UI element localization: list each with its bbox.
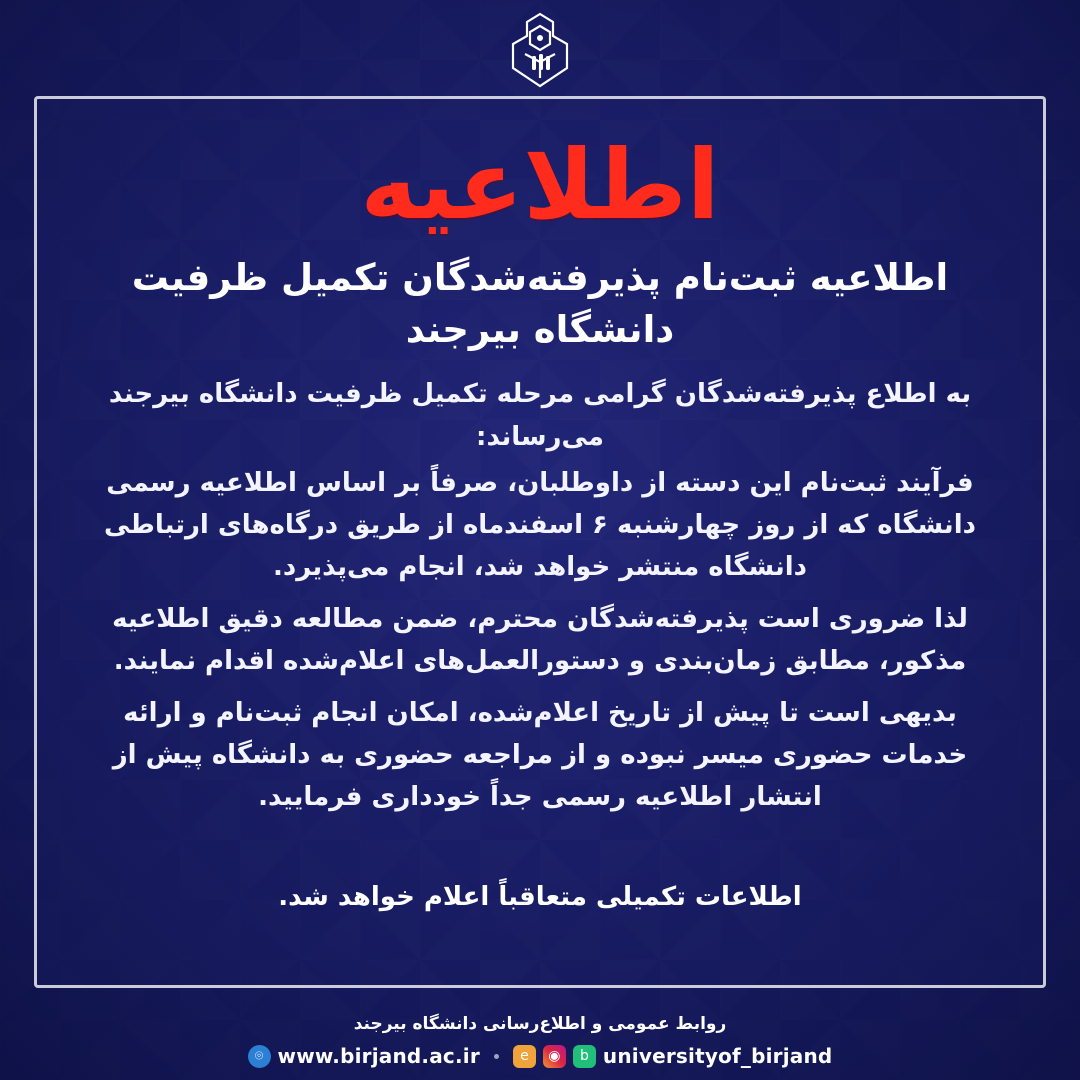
eitaa-icon[interactable]: e bbox=[513, 1045, 536, 1068]
social-handle: universityof_birjand bbox=[602, 1044, 833, 1068]
body-paragraph-1: به اطلاع پذیرفته‌شدگان گرامی مرحله تکمیل ظرفیت دانشگاه بیرجند می‌رساند: bbox=[108, 379, 972, 452]
social-links[interactable] bbox=[513, 1044, 833, 1068]
body-paragraph-2: فرآیند ثبت‌نام این دسته از داوطلبان، صرفاً بر اساس اطلاعیه رسمی دانشگاه که از روز چهارشنبه ۶ اسفندماه از طریق درگاه‌های ارتباطی دانشگاه منتشر خواهد شد، انجام می‌پذیرد. bbox=[104, 467, 976, 582]
body-paragraph-4: بدیهی است تا پیش از تاریخ اعلام‌شده، امکان انجام ثبت‌نام و ارائه خدمات حضوری میسر نبوده و از مراجعه حضوری به دانشگاه پیش از انتشار اطلاعیه رسمی جداً خودداری فرمایید. bbox=[112, 698, 968, 813]
announcement-subtitle: اطلاعیه ثبت‌نام پذیرفته‌شدگان تکمیل ظرفیت دانشگاه بیرجند bbox=[131, 255, 949, 351]
page-title: اطلاعیه bbox=[360, 129, 720, 241]
footer-organization: روابط عمومی و اطلاع‌رسانی دانشگاه بیرجند bbox=[353, 1014, 727, 1034]
closing-note: اطلاعات تکمیلی متعاقباً اعلام خواهد شد. bbox=[278, 882, 802, 913]
announcement-body bbox=[71, 373, 1009, 818]
website-link[interactable] bbox=[248, 1044, 480, 1068]
footer-separator bbox=[494, 1054, 499, 1059]
globe-icon: ⌾ bbox=[248, 1045, 271, 1068]
body-paragraph-3: لذا ضروری است پذیرفته‌شدگان محترم، ضمن مطالعه دقیق اطلاعیه مذکور، مطابق زمان‌بندی و دستورالعمل‌های اعلام‌شده اقدام نمایند. bbox=[112, 603, 968, 677]
footer-links bbox=[0, 1044, 1080, 1068]
instagram-icon[interactable]: ◉ bbox=[543, 1045, 566, 1068]
bale-icon[interactable]: b bbox=[573, 1045, 596, 1068]
website-url: www.birjand.ac.ir bbox=[277, 1044, 480, 1068]
birjand-university-emblem-icon bbox=[495, 10, 585, 96]
footer bbox=[0, 1014, 1080, 1068]
announcement-card bbox=[34, 96, 1046, 988]
